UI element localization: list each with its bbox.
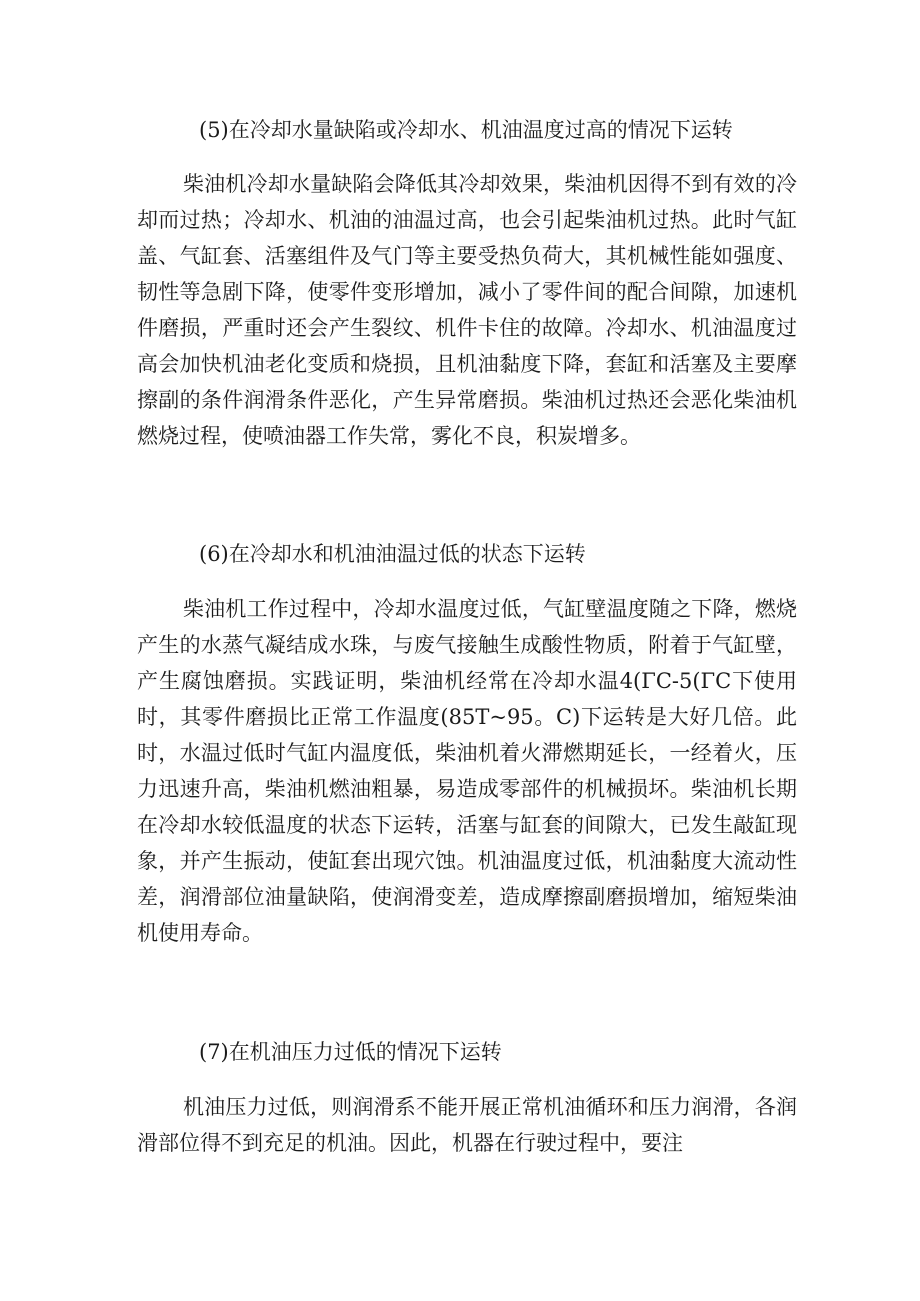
section-paragraph-7: 机油压力过低，则润滑系不能开展正常机油循环和压力润滑，各润滑部位得不到充足的机油。因此，机器在行驶过程中，要注 [137,1095,797,1155]
section-paragraph-6: 柴油机工作过程中，冷却水温度过低，气缸壁温度随之下降，燃烧产生的水蒸气凝结成水珠，与废气接触生成酸性物质，附着于气缸壁，产生腐蚀磨损。实践证明，柴油机经常在冷却水温4(ΓC-5(ΓC下使用时，其零件磨损比正常工作温度(85T~95。C)下运转是大好几倍。此时，水温过低时气缸内温度低，柴油机着火滞燃期延长，一经着火，压力迅速升高，柴油机燃油粗暴，易造成零部件的机械损坏。柴油机长期在冷却水较低温度的状态下运转，活塞与缸套的间隙大，已发生敲缸现象，并产生振动，使缸套出现穴蚀。机油温度过低，机油黏度大流动性差，润滑部位油量缺陷，使润滑变差，造成摩擦副磨损增加，缩短柴油机使用寿命。 [137,597,797,945]
section-heading-6: (6)在冷却水和机油油温过低的状态下运转 [199,542,586,566]
section-heading-5: (5)在冷却水量缺陷或冷却水、机油温度过高的情况下运转 [199,118,733,142]
section-heading-7: (7)在机油压力过低的情况下运转 [199,1040,502,1064]
section-paragraph-5: 柴油机冷却水量缺陷会降低其冷却效果，柴油机因得不到有效的冷却而过热；冷却水、机油的油温过高，也会引起柴油机过热。此时气缸盖、气缸套、活塞组件及气门等主要受热负荷大，其机械性能如强度、韧性等急剧下降，使零件变形增加，减小了零件间的配合间隙，加速机件磨损，严重时还会产生裂纹、机件卡住的故障。冷却水、机油温度过高会加快机油老化变质和烧损，且机油黏度下降，套缸和活塞及主要摩擦副的条件润滑条件恶化，产生异常磨损。柴油机过热还会恶化柴油机燃烧过程，使喷油器工作失常，雾化不良，积炭增多。 [137,172,797,448]
